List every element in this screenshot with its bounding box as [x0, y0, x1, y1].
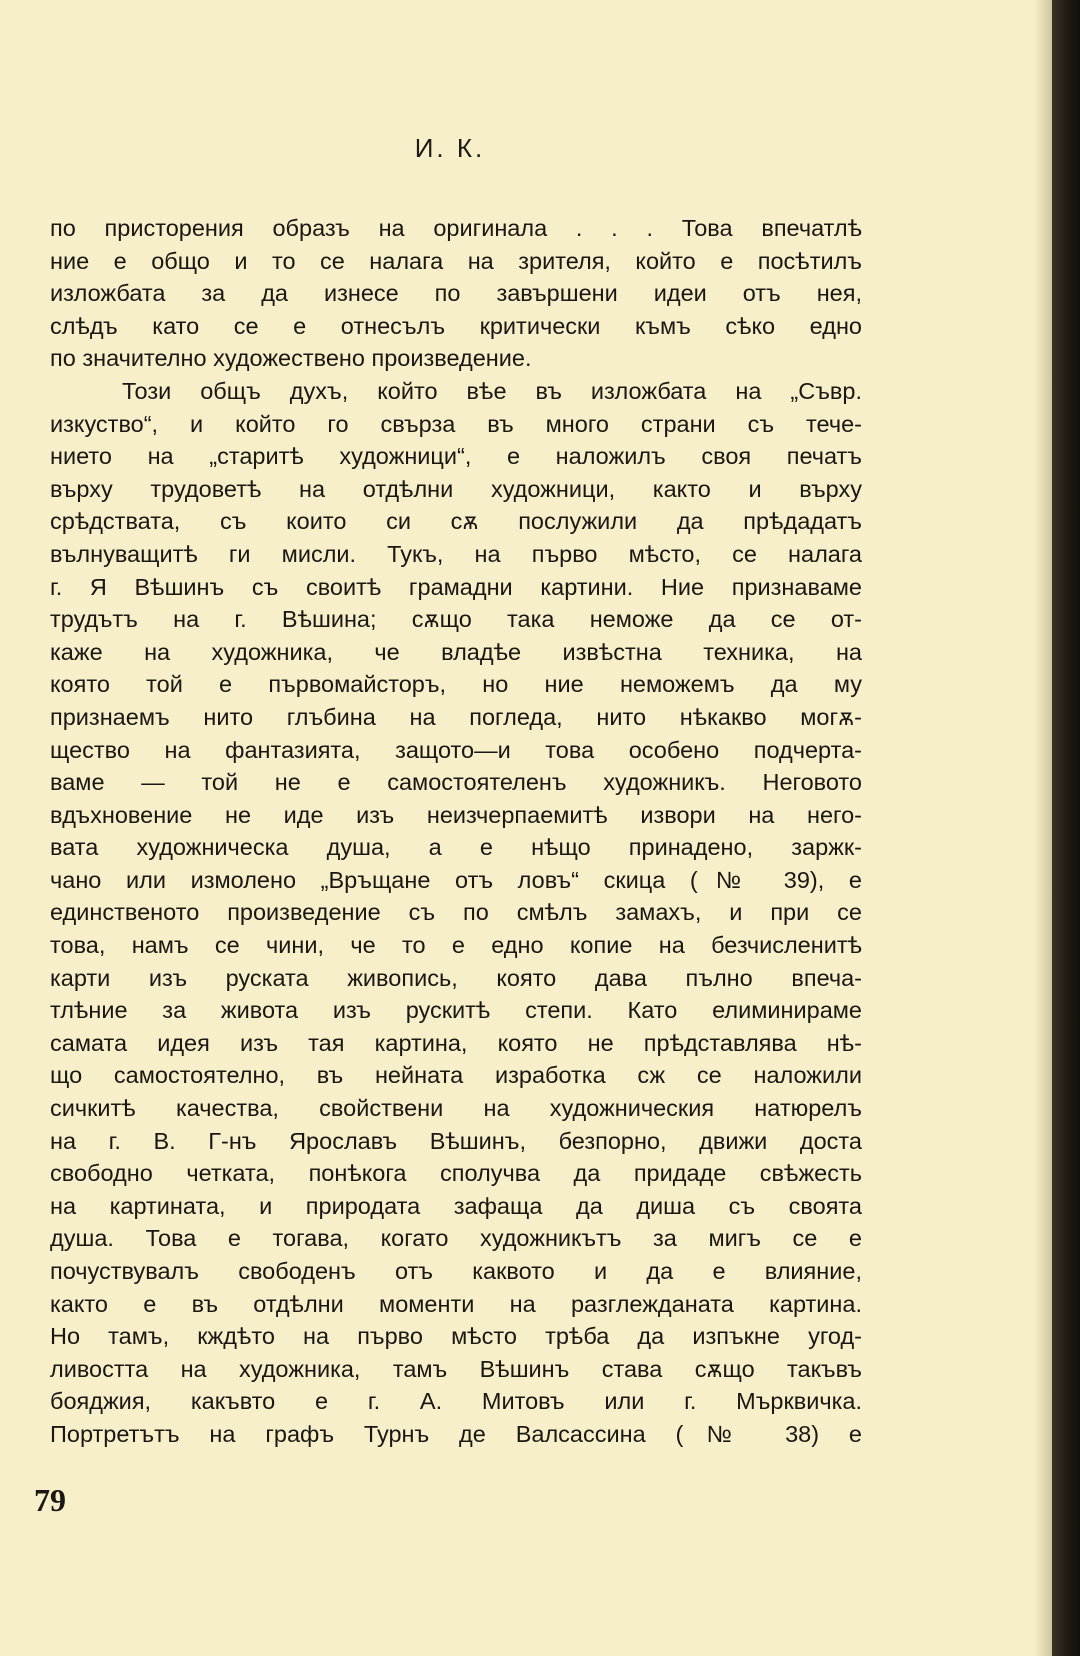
text-line: нието на „старитѣ художници“, е наложилъ своя печатъ: [50, 443, 862, 470]
text-line: чано или измолено „Връщане отъ ловъ“ скица (№ 39), е: [50, 866, 862, 893]
text-line: тлѣние за живота изъ рускитѣ степи. Като елиминираме: [50, 997, 862, 1024]
text-line: душа. Това е тогава, когато художникътъ за мигъ се е: [50, 1225, 862, 1252]
text-line: ливостта на художника, тамъ Вѣшинъ става сѫщо такъвъ: [50, 1355, 862, 1382]
text-line: на г. В. Г-нъ Ярославъ Вѣшинъ, безпорно, движи доста: [50, 1127, 862, 1154]
body-text: [50, 212, 862, 1451]
book-binding: [1052, 0, 1080, 1656]
text-line: сичкитѣ качества, свойствени на художническия натюрелъ: [50, 1095, 862, 1122]
running-head: И. К.: [414, 133, 486, 163]
text-line: щество на фантазията, защото—и това особено подчерта-: [50, 736, 862, 763]
text-line: изкуство“, и който го свърза въ много страни съ тече-: [50, 410, 862, 437]
text-line: ние е общо и то се налага на зрителя, който е посѣтилъ: [50, 247, 862, 274]
text-line: това, намъ се чини, че то е едно копие на безчисленитѣ: [50, 932, 862, 959]
text-line: каже на художника, че владѣе извѣстна техника, на: [50, 638, 862, 665]
text-line: бояджия, какъвто е г. А. Митовъ или г. Мърквичка.: [50, 1388, 862, 1415]
text-line: по присторения образъ на оригинала . . . Това впечатлѣ: [50, 215, 862, 241]
text-line: свободно четката, понѣкога сполучва да придаде свѣжесть: [50, 1160, 862, 1187]
text-line: вата художническа душа, а е нѣщо принадено, заржк-: [50, 834, 862, 861]
text-line: карти изъ руската живопись, която дава пълно впеча-: [50, 964, 862, 991]
text-line: на картината, и природата зафаща да диша съ своята: [50, 1192, 862, 1219]
text-line: самата идея изъ тая картина, която не прѣдставлява нѣ-: [50, 1029, 862, 1056]
text-line: г. Я Вѣшинъ съ своитѣ грамадни картини. Ние признаваме: [50, 573, 862, 600]
text-line: ваме — той не е самостоятеленъ художникъ. Неговото: [50, 769, 862, 796]
text-line: що самостоятелно, въ нейната изработка сж се наложили: [50, 1062, 862, 1089]
text-line: единственото произведение съ по смѣлъ замахъ, и при се: [50, 899, 862, 926]
text-line: вълнуващитѣ ги мисли. Тукъ, на първо мѣсто, се налага: [50, 540, 862, 567]
page-edge-shadow: [1034, 0, 1052, 1656]
text-line: по значително художествено произведение.: [50, 345, 532, 372]
text-line: Но тамъ, кждѣто на първо мѣсто трѣба да изпъкне угод-: [50, 1323, 862, 1350]
text-line: изложбата за да изнесе по завършени идеи отъ нея,: [50, 280, 862, 307]
text-line: признаемъ нито глъбина на погледа, нито нѣкакво могѫ-: [50, 703, 862, 730]
text-line: почуствувалъ свободенъ отъ каквото и да е влияние,: [50, 1258, 862, 1284]
text-line: както е въ отдѣлни моменти на разглежданата картина.: [50, 1290, 862, 1317]
page-number: 79: [34, 1482, 66, 1518]
text-line: върху трудоветѣ на отдѣлни художници, както и върху: [50, 475, 862, 502]
text-line: Портретътъ на графъ Турнъ де Валсассина (№ 38) е: [50, 1420, 862, 1447]
text-line: срѣдствата, съ които си сѫ послужили да прѣдадатъ: [50, 508, 862, 535]
text-line: слѣдъ като се е отнесълъ критически къмъ сѣко едно: [50, 312, 862, 339]
text-line: Този общъ духъ, който вѣе въ изложбата на „Съвр.: [122, 377, 862, 404]
text-line: вдъхновение не иде изъ неизчерпаемитѣ извори на него-: [50, 801, 862, 828]
text-line: която той е първомайсторъ, но ние неможемъ да му: [50, 671, 862, 698]
text-line: трудътъ на г. Вѣшина; сѫщо така неможе да се от-: [50, 606, 862, 633]
